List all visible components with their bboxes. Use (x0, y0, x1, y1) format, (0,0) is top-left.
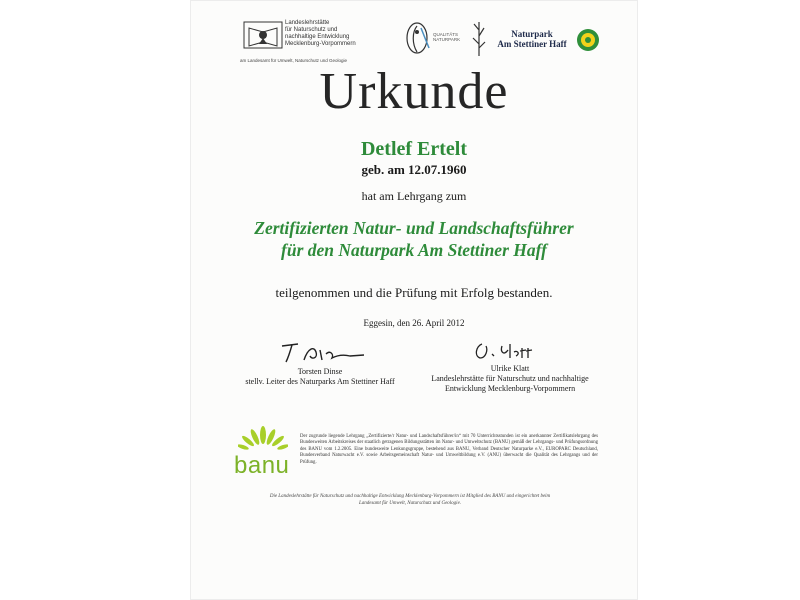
signer-right-role: Landeslehrstätte für Naturschutz und nachhaltige Entwicklung Mecklenburg-Vorpommern (431, 374, 589, 393)
certificate-title: Urkunde (319, 63, 509, 120)
naturpark-sun-icon (576, 28, 600, 52)
naturpark-name: Naturpark Am Stettiner Haff (497, 29, 567, 49)
grass-logo (470, 18, 488, 58)
institute-name: Landeslehrstätte für Naturschutz und nachhaltige Entwicklung Mecklenburg-Vorpommern (285, 20, 356, 47)
attended-text: hat am Lehrgang zum (361, 189, 467, 203)
banu-leaf-logo (238, 425, 288, 453)
signature-left (264, 340, 374, 366)
banu-logo-text: banu (234, 452, 290, 479)
quality-label: QUALITÄTS NATURPARK (433, 32, 461, 42)
birth-date: geb. am 12.07.1960 (361, 162, 467, 177)
footer-note: Die Landeslehrstätte für Naturschutz und nachhaltige Entwicklung Mecklenburg-Vorpommern ist Mitglied des BANU und eingerichtet beim Landesamt für Umwelt, Naturschutz und Geologie. (269, 494, 551, 506)
result-text: teilgenommen und die Prüfung mit Erfolg bestanden. (275, 285, 553, 300)
institute-book-logo (243, 20, 283, 50)
quality-naturpark-logo (405, 18, 433, 58)
course-title: Zertifizierten Natur- und Landschaftsführer für den Naturpark Am Stettiner Haff (254, 218, 574, 260)
signer-left-role: stellv. Leiter des Naturparks Am Stettiner Haff (245, 377, 395, 386)
banu-description: Der zugrunde liegende Lehrgang „Zertifizierte/r Natur- und Landschaftsführer/in“ mit 70 Unterrichtsstunden ist ein anerkannter Zertifikatslehrgang des Bundesweiten Arbeitskreises der staatlich getragenen Bildungsstätten im Natur- und Umweltschutz (BANU) gemäß der Lehrgangs- und Prüfungsordnung des BANU vom 1.2.2005. Eine bundesweite Lenkungsgruppe, bestehend aus BANU, Verband Deutscher Naturparke e.V., EUROPARC Deutschland, Bundesverband Naturwacht e.V. sowie Arbeitsgemeinschaft Natur- und Umweltbildung e.V. (ANU) überwacht die Qualität des Lehrgangs und der Prüfung. (300, 434, 598, 465)
institute-subtitle: am Landesamt für Umwelt, Naturschutz und Geologie (240, 58, 348, 63)
signature-right (468, 340, 548, 364)
signer-right-name: Ulrike Klatt (490, 364, 530, 373)
place-date: Eggesin, den 26. April 2012 (363, 318, 465, 328)
recipient-name: Detlef Ertelt (360, 138, 468, 160)
signer-left-name: Torsten Dinse (297, 367, 343, 376)
